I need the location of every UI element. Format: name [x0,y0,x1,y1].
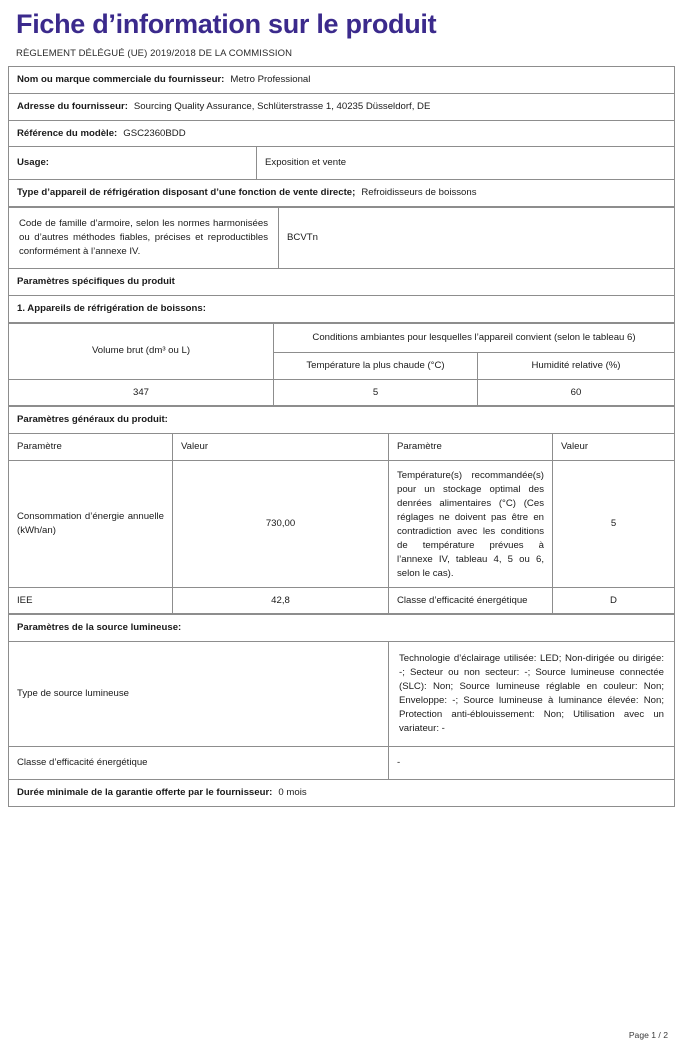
table-row [9,461,675,587]
model-reference-label: Référence du modèle: [17,127,118,139]
relative-humidity-value: 60 [478,379,675,406]
specific-params-title: Paramètres spécifiques du produit [9,268,675,295]
supplier-address-label: Adresse du fournisseur: [17,100,128,112]
general-params-title-row [9,407,675,434]
volume-ambient-table [8,323,675,407]
model-reference-cell [9,120,675,147]
supplier-address-cell [9,93,675,120]
warranty-cell [9,779,675,806]
supplier-name-row [9,66,675,93]
energy-class-value: D [553,587,675,614]
annual-energy-label: Consommation d’énergie annuelle (kWh/an) [9,461,173,587]
warranty-row [9,779,675,806]
gross-volume-value: 347 [9,379,274,406]
model-reference-row [9,120,675,147]
light-source-class-label: Classe d’efficacité énergétique [9,746,389,779]
light-source-type-label: Type de source lumineuse [9,642,389,746]
value-header-1: Valeur [173,434,389,461]
relative-humidity-header: Humidité relative (%) [478,352,675,379]
supplier-name-cell [9,66,675,93]
family-code-table [8,207,675,323]
appliance-type-value: Refroidisseurs de boissons [361,187,477,199]
light-source-title-row [9,615,675,642]
family-code-row [9,208,675,269]
table-row [9,587,675,614]
volume-ambient-values-row [9,379,675,406]
warmest-temperature-header: Température la plus chaude (°C) [274,352,478,379]
value-header-2: Valeur [553,434,675,461]
regulation-subtitle: RÈGLEMENT DÉLÉGUÉ (UE) 2019/2018 DE LA COMMISSION [16,47,293,59]
light-source-class-value: - [389,746,675,779]
model-reference-value: GSC2360BDD [123,127,186,139]
energy-class-label: Classe d’efficacité énergétique [389,587,553,614]
general-params-header-row [9,434,675,461]
ambient-conditions-header: Conditions ambiantes pour lesquelles l’appareil convient (selon le tableau 6) [274,323,675,352]
param-header-2: Paramètre [389,434,553,461]
light-source-type-row [9,642,675,746]
supplier-address-value: Sourcing Quality Assurance, Schlüterstrasse 1, 40235 Düsseldorf, DE [133,100,431,112]
volume-ambient-header-row [9,323,675,352]
warranty-value: 0 mois [278,786,307,798]
appliance-type-label: Type d’appareil de réfrigération disposant d’une fonction de vente directe; [17,187,356,199]
param-header-1: Paramètre [9,434,173,461]
light-source-table [8,614,675,806]
supplier-table [8,66,675,208]
warranty-label: Durée minimale de la garantie offerte par le fournisseur: [17,786,273,798]
recommended-temperature-value: 5 [553,461,675,587]
supplier-address-row [9,93,675,120]
recommended-temperature-label: Température(s) recommandée(s) pour un stockage optimal des denrées alimentaires (°C) (Ces réglages ne doivent pas être en contradiction avec les conditions de température prévues à l’annexe IV, tableau 4, 5 ou 6, selon le cas). [389,461,553,587]
gross-volume-header: Volume brut (dm³ ou L) [9,323,274,379]
general-params-title: Paramètres généraux du produit: [9,407,675,434]
family-code-label: Code de famille d’armoire, selon les normes harmonisées ou d’autres méthodes fiables, précises et reproductibles conformément à l’annexe IV. [9,208,279,269]
beverage-subsection-row [9,295,675,322]
appliance-type-cell [9,180,675,207]
light-source-title: Paramètres de la source lumineuse: [9,615,675,642]
page-title: Fiche d’information sur le produit [16,9,437,39]
annual-energy-value: 730,00 [173,461,389,587]
supplier-name-label: Nom ou marque commerciale du fournisseur: [17,73,225,85]
light-source-class-row [9,746,675,779]
usage-value: Exposition et vente [257,147,675,180]
general-params-table [8,406,675,614]
usage-label: Usage: [9,147,257,180]
warmest-temperature-value: 5 [274,379,478,406]
eei-label: IEE [9,587,173,614]
beverage-subsection-title: 1. Appareils de réfrigération de boissons: [9,295,675,322]
specific-params-title-row [9,268,675,295]
usage-row [9,147,675,180]
supplier-name-value: Metro Professional [230,73,311,85]
eei-value: 42,8 [173,587,389,614]
light-source-type-value: Technologie d’éclairage utilisée: LED; Non-dirigée ou dirigée: -; Secteur ou non secteur: -; Source lumineuse connectée (SLC): Non; Source lumineuse réglable en couleur: Non; Enveloppe: -; Source lumineuse à luminance élevée: Non; Protection anti-éblouissement: Non; Utilisation avec un variateur: - [389,642,675,746]
appliance-type-row [9,180,675,207]
page-number: Page 1 / 2 [628,1030,668,1040]
family-code-value: BCVTn [279,208,675,269]
